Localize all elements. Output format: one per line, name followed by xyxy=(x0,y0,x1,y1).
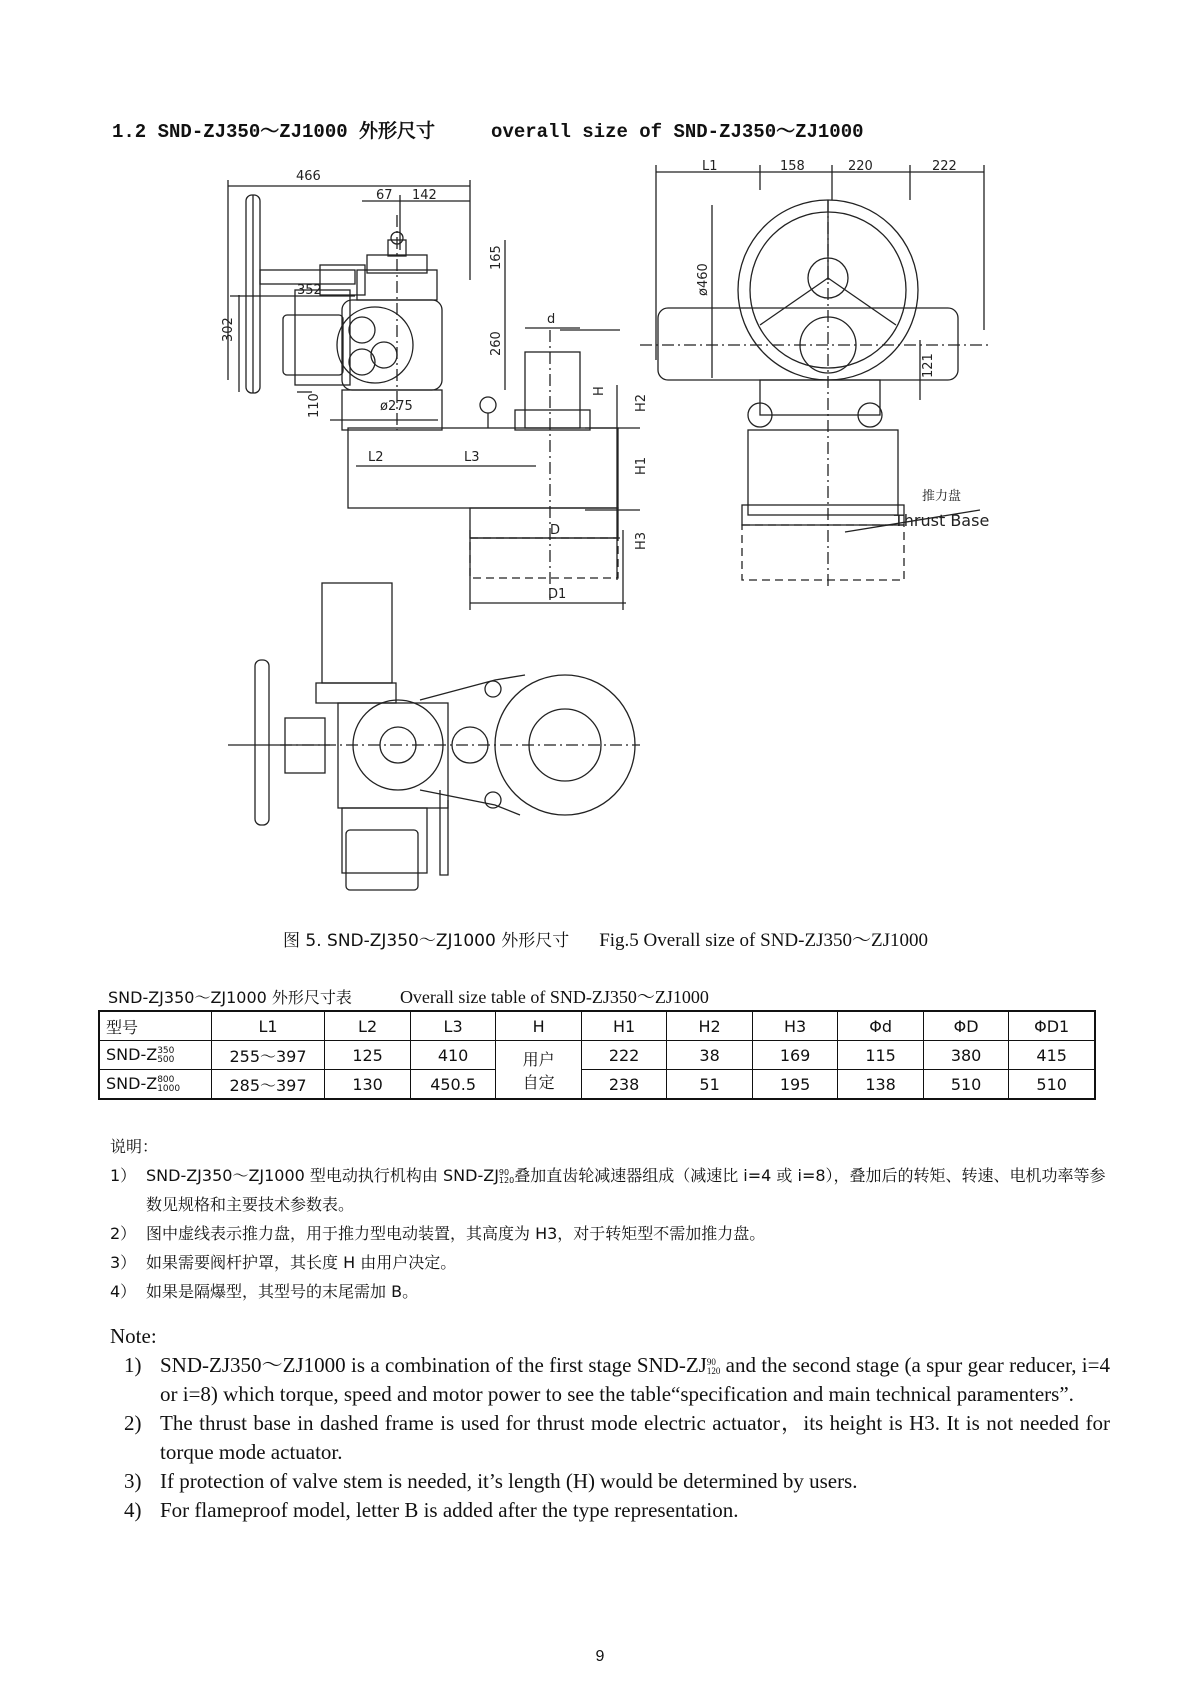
h-value-cell: 用户 自定 xyxy=(496,1041,582,1100)
table-title-zh: SND-ZJ350～ZJ1000 外形尺寸表 xyxy=(108,988,352,1007)
header-cell: 型号 xyxy=(99,1011,211,1041)
list-item: 3) If protection of valve stem is needed, it’s length (H) would be determined by users. xyxy=(124,1469,858,1493)
svg-text:466: 466 xyxy=(296,169,321,184)
svg-text:158: 158 xyxy=(780,159,805,174)
table-cell: 255～397 xyxy=(211,1041,325,1070)
table-header-row xyxy=(99,1011,1095,1041)
table-cell: 510 xyxy=(1009,1070,1095,1100)
table-cell: 51 xyxy=(667,1070,753,1100)
svg-text:L1: L1 xyxy=(702,159,718,174)
svg-text:260: 260 xyxy=(489,331,504,356)
svg-text:222: 222 xyxy=(932,159,957,174)
table-row xyxy=(99,1041,1095,1070)
section-heading-en: overall size of SND-ZJ350～ZJ1000 xyxy=(491,121,864,143)
header-cell: L3 xyxy=(410,1011,496,1041)
header-cell: Φd xyxy=(838,1011,924,1041)
table-cell: 130 xyxy=(325,1070,411,1100)
svg-text:352: 352 xyxy=(297,283,322,298)
svg-text:d: d xyxy=(547,312,556,327)
table-cell: 415 xyxy=(1009,1041,1095,1070)
svg-text:165: 165 xyxy=(489,245,504,270)
figure-caption xyxy=(283,925,928,952)
figure-caption-zh: 图 5. SND-ZJ350～ZJ1000 外形尺寸 xyxy=(283,931,570,951)
list-item: 3） 如果需要阀杆护罩，其长度 H 由用户决定。 xyxy=(110,1253,457,1272)
svg-text:D: D xyxy=(550,523,561,538)
table-title xyxy=(108,983,709,1009)
notes-zh-title: 说明： xyxy=(110,1137,159,1156)
list-item: 2) The thrust base in dashed frame is used for thrust mode electric actuator，its height is H3. It is not needed for torque mode actuator. xyxy=(124,1411,1110,1464)
svg-text:ø275: ø275 xyxy=(380,399,413,414)
page-number: 9 xyxy=(595,1648,605,1665)
table-cell: 169 xyxy=(752,1041,838,1070)
table-cell: 38 xyxy=(667,1041,753,1070)
list-item: 1) SND-ZJ350～ZJ1000 is a combination of the first stage SND-ZJ 90 120 and the second stage (a spur gear reducer, i=4 or i=8) which torque, speed and motor power to see the table“specification and main technical paramenters”. xyxy=(124,1353,1110,1406)
figure-caption-en: Fig.5 Overall size of SND-ZJ350～ZJ1000 xyxy=(599,930,928,951)
table-cell: 222 xyxy=(581,1041,667,1070)
svg-text:D1: D1 xyxy=(548,587,567,602)
header-cell: ΦD1 xyxy=(1009,1011,1095,1041)
notes-en-title: Note: xyxy=(110,1324,157,1348)
list-item: 2） 图中虚线表示推力盘，用于推力型电动装置，其高度为 H3，对于转矩型不需加推力盘。 xyxy=(110,1224,766,1243)
top-view xyxy=(228,583,640,890)
header-cell: L2 xyxy=(325,1011,411,1041)
svg-text:L2: L2 xyxy=(368,450,384,465)
header-cell: L1 xyxy=(211,1011,325,1041)
list-item: 4） 如果是隔爆型，其型号的末尾需加 B。 xyxy=(110,1282,419,1301)
section-heading-zh: 1.2 SND-ZJ350～ZJ1000 外形尺寸 xyxy=(112,121,436,143)
front-view xyxy=(228,180,640,610)
table-cell: 410 xyxy=(410,1041,496,1070)
svg-text:121: 121 xyxy=(921,353,936,378)
header-cell: H xyxy=(496,1011,582,1041)
table-cell: 125 xyxy=(325,1041,411,1070)
table-cell: 510 xyxy=(923,1070,1009,1100)
header-cell: ΦD xyxy=(923,1011,1009,1041)
header-cell: H3 xyxy=(752,1011,838,1041)
svg-text:142: 142 xyxy=(412,188,437,203)
table-cell: 450.5 xyxy=(410,1070,496,1100)
svg-text:H: H xyxy=(592,386,607,396)
notes-chinese xyxy=(110,1132,1110,1306)
table-row xyxy=(99,1070,1095,1100)
svg-text:L3: L3 xyxy=(464,450,480,465)
svg-text:220: 220 xyxy=(848,159,873,174)
table-title-en: Overall size table of SND-ZJ350～ZJ1000 xyxy=(399,987,709,1007)
table-cell: 138 xyxy=(838,1070,924,1100)
svg-text:110: 110 xyxy=(307,393,322,418)
notes-english xyxy=(110,1322,1110,1525)
svg-text:302: 302 xyxy=(221,317,236,342)
list-item: 4) For flameproof model, letter B is added after the type representation. xyxy=(124,1498,739,1522)
table-cell: 238 xyxy=(581,1070,667,1100)
model-cell: SND-Z 800 1000 xyxy=(99,1070,211,1100)
list-item: 1） SND-ZJ350～ZJ1000 型电动执行机构由 SND-ZJ 90 120 叠加直齿轮减速器组成（减速比 i=4 或 i=8），叠加后的转矩、转速、电机功率等参数见规格和主要技术参数表。 xyxy=(110,1166,1106,1214)
svg-text:H3: H3 xyxy=(634,531,649,550)
header-cell: H1 xyxy=(581,1011,667,1041)
table-cell: 115 xyxy=(838,1041,924,1070)
thrust-base-label-zh: 推力盘 xyxy=(922,489,962,504)
svg-text:67: 67 xyxy=(376,188,393,203)
header-cell: H2 xyxy=(667,1011,753,1041)
front-view-dimensions xyxy=(221,169,649,602)
thrust-base-label-en: Thrust Base xyxy=(894,511,990,530)
table-cell: 285～397 xyxy=(211,1070,325,1100)
table-cell: 195 xyxy=(752,1070,838,1100)
svg-text:ø460: ø460 xyxy=(696,263,711,296)
model-cell: SND-Z 350 500 xyxy=(99,1041,211,1070)
svg-text:H1: H1 xyxy=(634,456,649,475)
size-table xyxy=(98,1010,1096,1100)
table-cell: 380 xyxy=(923,1041,1009,1070)
svg-text:H2: H2 xyxy=(634,393,649,412)
